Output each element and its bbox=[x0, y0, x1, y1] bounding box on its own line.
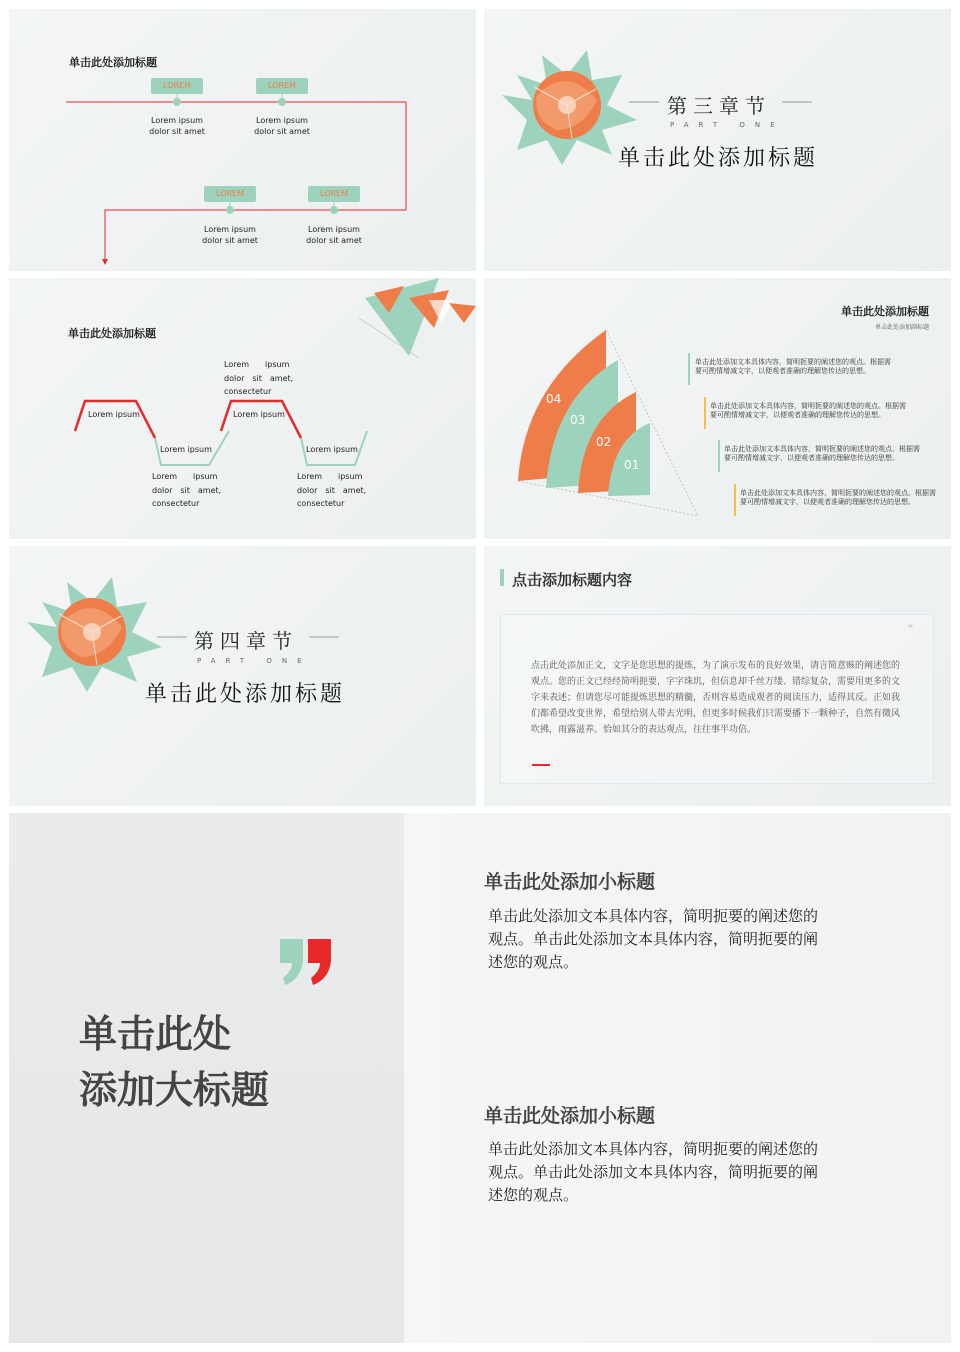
big-title-line-2[interactable]: 添加大标题 bbox=[79, 1068, 270, 1112]
fan-number-01: 01 bbox=[624, 458, 640, 472]
chapter-four-title[interactable]: 单击此处添加标题 bbox=[145, 682, 346, 707]
section-1-subtitle[interactable]: 单击此处添加小标题 bbox=[484, 871, 656, 893]
timeline-item-1: Lorem ipsum dolor sit amet bbox=[149, 116, 205, 136]
fan-paragraph-2: 单击此处添加文本具体内容，简明扼要的阐述您的观点。根据需要可酌情增减文字，以便观者准确的理解您传达的思想。 bbox=[710, 402, 906, 419]
chapter-three-title[interactable]: 单击此处添加标题 bbox=[618, 146, 819, 171]
chapter-three-part: PART ONE bbox=[670, 121, 785, 129]
slide-big-title bbox=[9, 813, 951, 1343]
slide-timeline bbox=[9, 9, 476, 271]
slide-wave bbox=[9, 278, 476, 539]
wave-lower-desc-1: Lorem ipsum dolor sit amet, consectetur bbox=[152, 472, 222, 508]
timeline-tag-3: LOREM bbox=[204, 186, 256, 202]
fan-paragraph-3: 单击此处添加文本具体内容，简明扼要的阐述您的观点。根据需要可酌情增减文字，以便观者准确的理解您传达的思想。 bbox=[724, 445, 920, 462]
fan-number-04: 04 bbox=[546, 392, 562, 406]
flower-icon bbox=[484, 9, 951, 271]
slide6-title[interactable]: 点击添加标题内容 bbox=[512, 571, 633, 589]
slide4-title[interactable]: 单击此处添加标题 bbox=[841, 305, 929, 318]
slide-fan bbox=[484, 278, 951, 539]
fan-number-03: 03 bbox=[570, 413, 586, 427]
wave-lower-desc-2: Lorem ipsum dolor sit amet, consectetur bbox=[297, 472, 367, 508]
fan-paragraph-4: 单击此处添加文本具体内容，简明扼要的阐述您的观点。根据需要可酌情增减文字，以便观者准确的理解您传达的思想。 bbox=[740, 489, 936, 506]
section-2-body[interactable]: 单击此处添加文本具体内容，简明扼要的阐述您的观点。单击此处添加文本具体内容，简明扼要的阐述您的观点。 bbox=[488, 1140, 819, 1204]
section-2-subtitle[interactable]: 单击此处添加小标题 bbox=[484, 1105, 656, 1127]
title-accent-bar bbox=[500, 569, 504, 586]
timeline-item-2: Lorem ipsum dolor sit amet bbox=[254, 116, 310, 136]
slide-chapter-three bbox=[484, 9, 951, 271]
wave-bottom-label-2: Lorem ipsum bbox=[306, 445, 358, 454]
chapter-three-heading[interactable]: 第三章节 bbox=[667, 94, 771, 118]
quote-mark-icon: ❞ bbox=[908, 624, 914, 635]
flower-icon bbox=[9, 546, 476, 806]
slide6-body[interactable]: 点击此处添加正文，文字是您思想的提炼，为了演示发布的良好效果，请言简意赅的阐述您的观点。您的正文已经经简明扼要，字字珠玑，但信息却千丝万缕、错综复杂，需要用更多的文字来表述；但请您尽可能提炼思想的精髓，否则容易造成观者的阅读压力，适得其反。正如我们都希望改变世界，希望给别人带去光明，但更多时候我们只需要播下一颗种子，自然有微风吹拂，雨露滋养。恰如其分的表达观点，往往事半功倍。 bbox=[531, 661, 901, 735]
slide4-subtitle: 单击此处添加副标题 bbox=[874, 324, 929, 331]
chapter-four-heading[interactable]: 第四章节 bbox=[194, 629, 298, 653]
slide3-title[interactable]: 单击此处添加标题 bbox=[68, 327, 156, 340]
section-1-body[interactable]: 单击此处添加文本具体内容，简明扼要的阐述您的观点。单击此处添加文本具体内容，简明扼要的阐述您的观点。 bbox=[488, 907, 819, 971]
wave-top-label-1: Lorem ipsum bbox=[88, 410, 140, 419]
fan-paragraph-1: 单击此处添加文本具体内容，简明扼要的阐述您的观点。根据需要可酌情增减文字，以便观者准确的理解您传达的思想。 bbox=[695, 358, 891, 375]
timeline-tag-2: LOREM bbox=[256, 78, 308, 94]
slide-text-box bbox=[484, 546, 951, 806]
fan-number-02: 02 bbox=[596, 435, 612, 449]
wave-chart bbox=[9, 278, 476, 539]
wave-upper-desc: Lorem ipsum dolor sit amet, consectetur bbox=[224, 360, 294, 396]
slide-chapter-four bbox=[9, 546, 476, 806]
wave-bottom-label-1: Lorem ipsum bbox=[160, 445, 212, 454]
timeline-item-4: Lorem ipsum dolor sit amet bbox=[306, 225, 362, 245]
big-title-line-1[interactable]: 单击此处 bbox=[79, 1012, 232, 1056]
chapter-four-part: PART ONE bbox=[197, 657, 312, 665]
timeline-tag-4: LOREM bbox=[308, 186, 360, 202]
timeline-item-3: Lorem ipsum dolor sit amet bbox=[202, 225, 258, 245]
slide1-title[interactable]: 单击此处添加标题 bbox=[69, 56, 157, 69]
body-accent-line bbox=[532, 764, 550, 766]
wave-top-label-2: Lorem ipsum bbox=[233, 410, 285, 419]
timeline-tag-1: LOREM bbox=[151, 78, 203, 94]
